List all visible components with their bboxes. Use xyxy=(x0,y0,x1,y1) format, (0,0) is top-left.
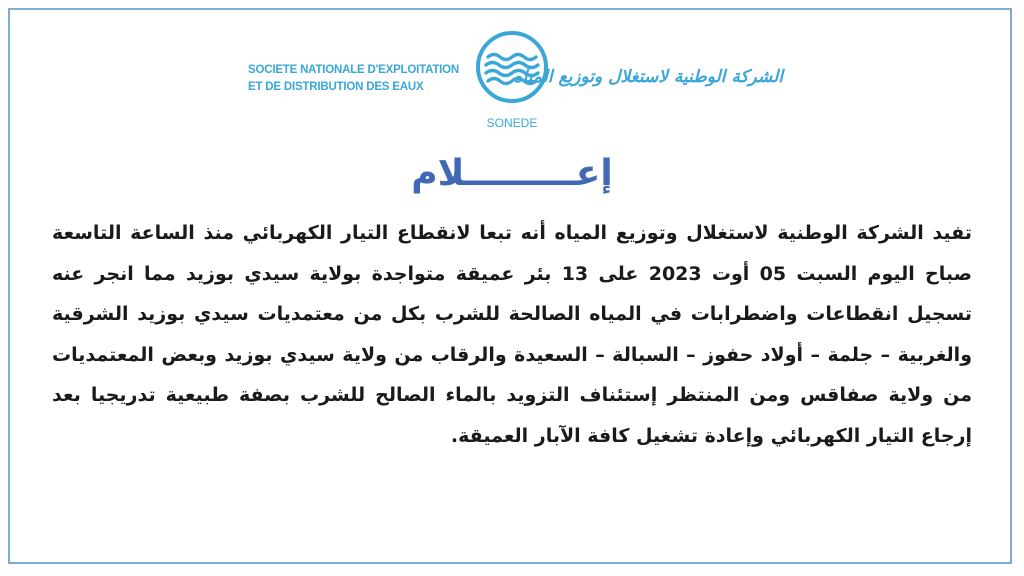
notice-body: تفيد الشركة الوطنية لاستغلال وتوزيع المياه أنه تبعا لانقطاع التيار الكهربائي منذ الساعة التاسعة صباح اليوم السبت 05 أوت 2023 على 13 بئر عميقة متواجدة بولاية سيدي بوزيد مما انجر عنه تسجيل انقطاعات واضطرابات في المياه الصالحة للشرب بكل من معتمديات سيدي بوزيد الشرقية والغربية – جلمة – أولاد حفوز – السبالة – السعيدة والرقاب من ولاية سيدي بوزيد وبعض المعتمديات من ولاية صفاقس ومن المنتظر إستئناف التزويد بالماء الصالح للشرب بصفة طبيعية تدريجيا بعد إرجاع التيار الكهربائي وإعادة تشغيل كافة الآبار العميقة. xyxy=(52,222,972,447)
logo-label: SONEDE xyxy=(486,116,538,130)
company-name-french-line2: ET DE DISTRIBUTION DES EAUX xyxy=(248,81,424,93)
company-name-french xyxy=(248,62,460,96)
company-name-arabic: الشركة الوطنية لاستغلال وتوزيع المياه xyxy=(513,67,783,87)
notice-title: إعـــــــــلام xyxy=(411,153,613,194)
company-name-french-line1: SOCIETE NATIONALE D'EXPLOITATION xyxy=(248,64,460,76)
